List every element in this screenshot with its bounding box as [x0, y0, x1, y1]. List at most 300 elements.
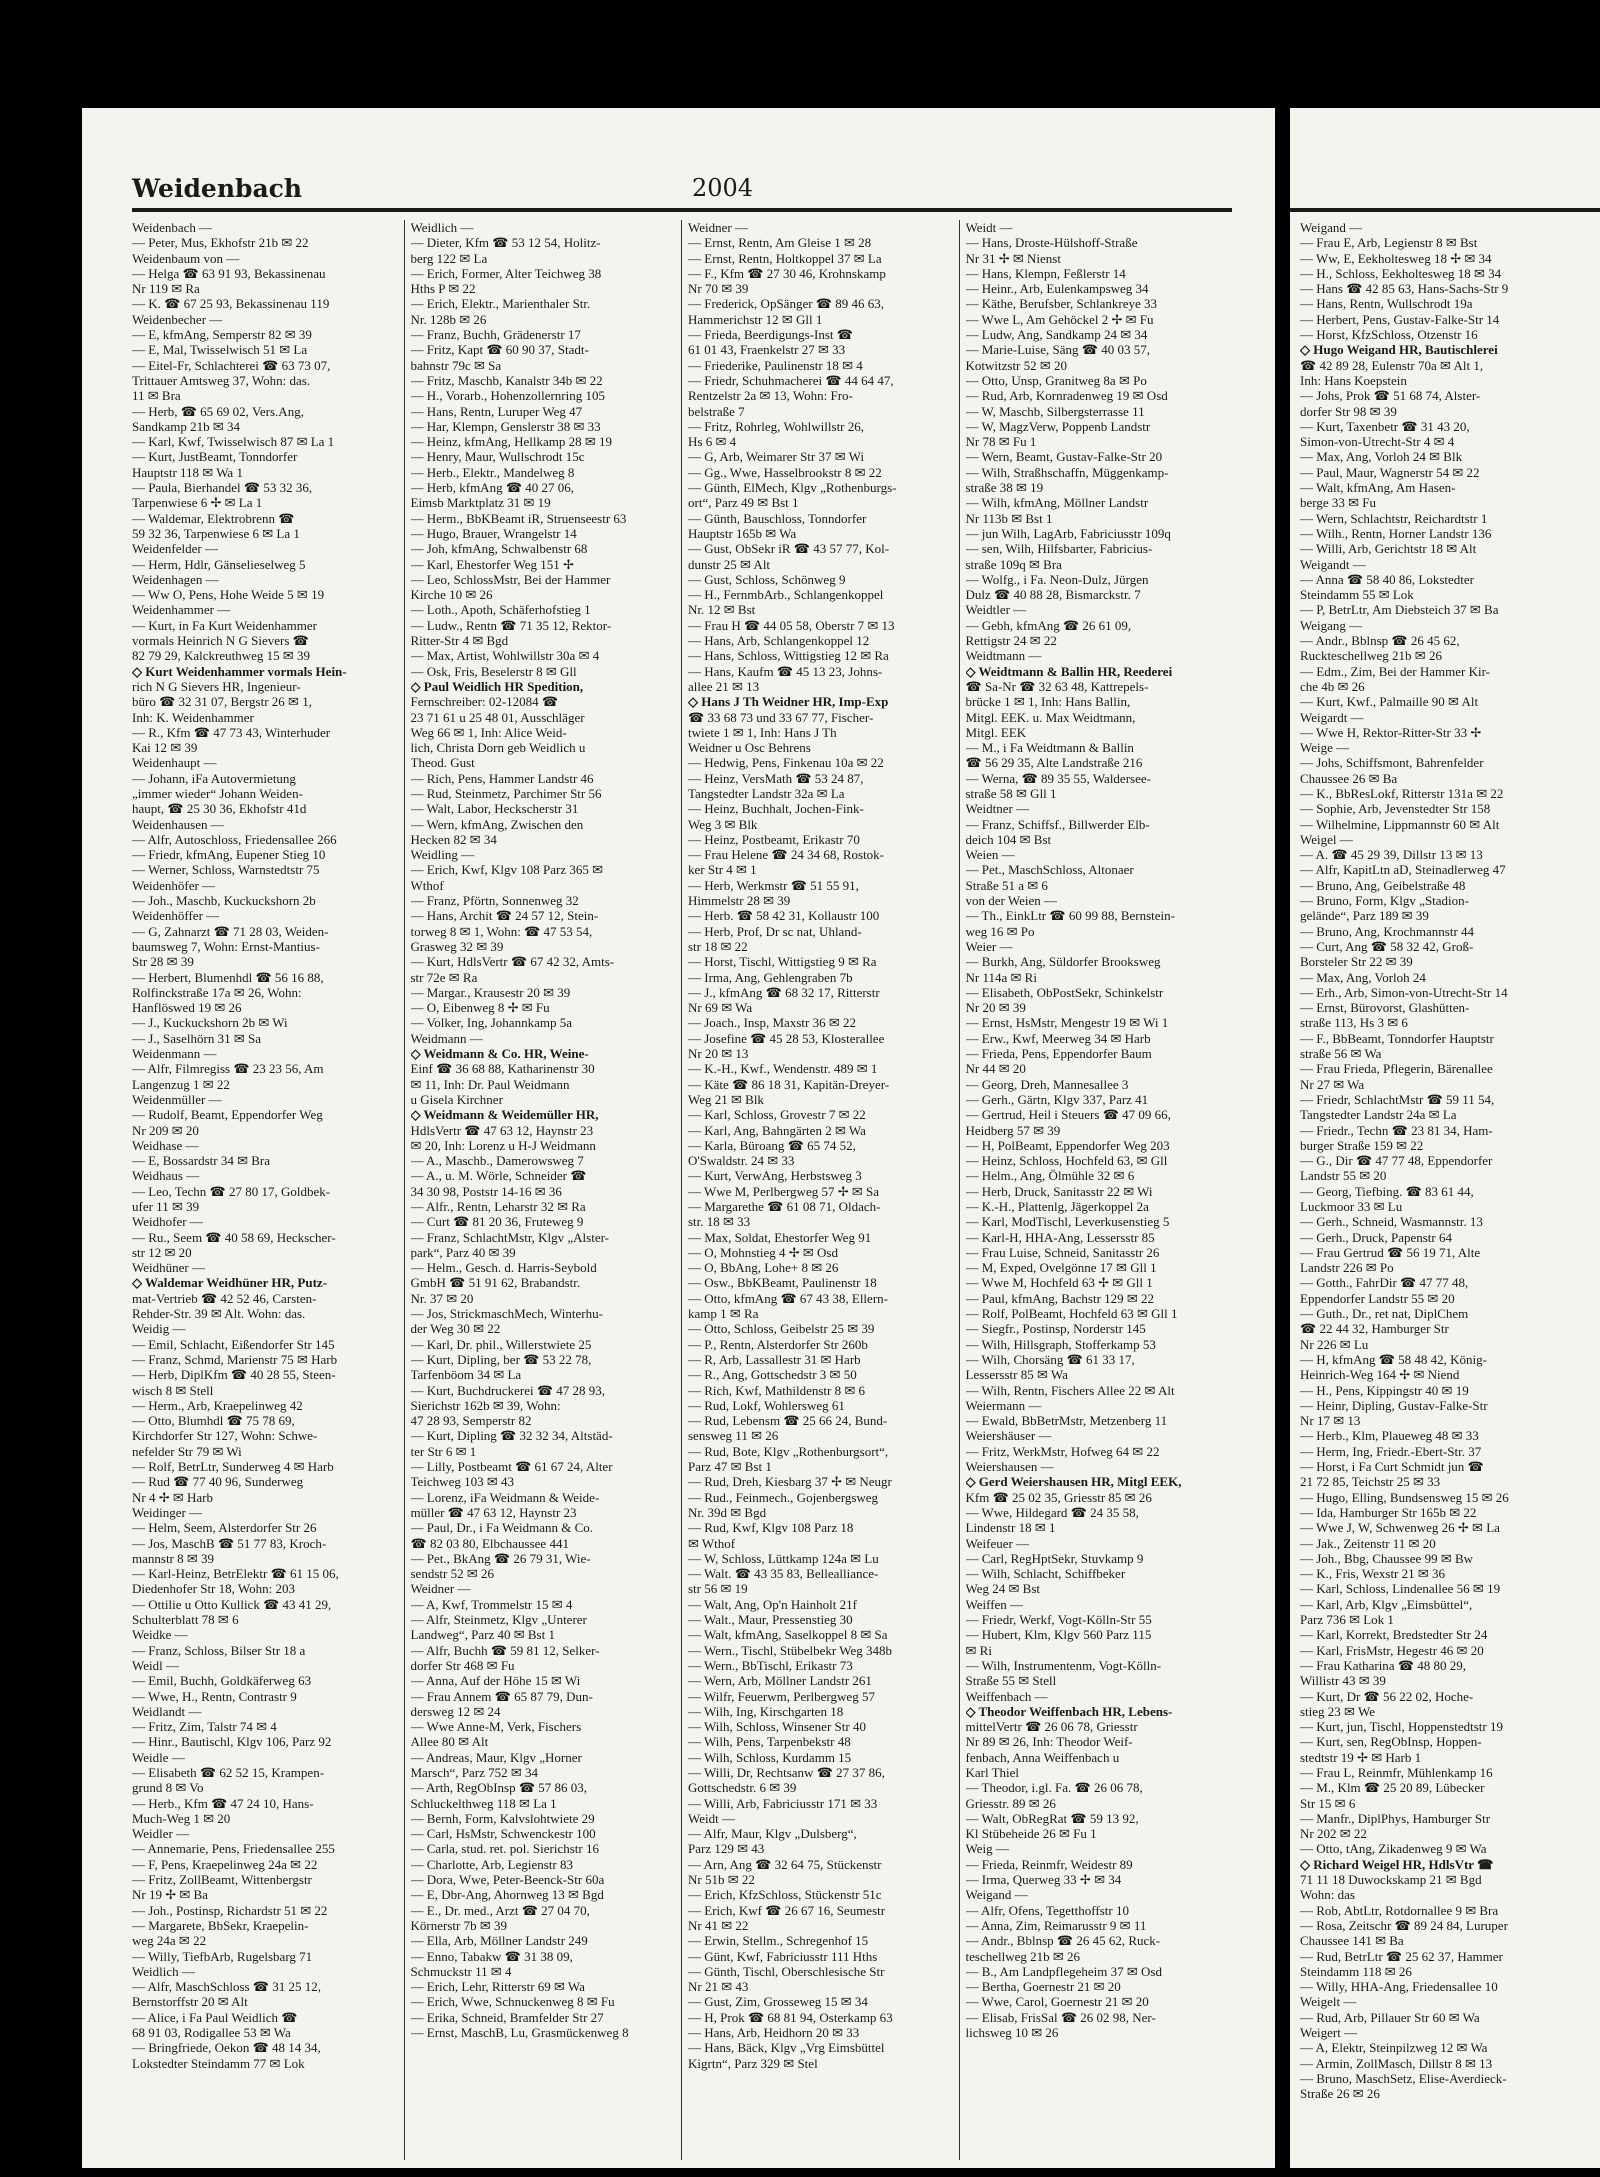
directory-entry-line: — Joh, kfmAng, Schwalbenstr 68 [410, 541, 588, 557]
directory-entry-line: — Kurt, jun, Tischl, Hoppenstedtstr 19 [1300, 1719, 1503, 1735]
directory-entry-line: — Siegfr., Postinsp, Norderstr 145 [965, 1321, 1146, 1337]
directory-entry-line: Str 15 ✉ 6 [1300, 1795, 1356, 1811]
directory-entry-line: — Rud ☎ 77 40 96, Sunderweg [132, 1474, 304, 1490]
directory-entry-line: — Rud, Kwf, Klgv 108 Parz 18 [688, 1520, 854, 1536]
directory-entry-line: — Rob, AbtLtr, Rotdornallee 9 ✉ Bra [1300, 1902, 1499, 1918]
directory-columns [126, 220, 1236, 2160]
directory-entry-line: Einf ☎ 36 68 88, Katharinenstr 30 [410, 1061, 595, 1077]
directory-entry-line: — Karl, Ehestorfer Weg 151 ✢ [410, 556, 574, 572]
directory-entry-line: 71 11 18 Duwockskamp 21 ✉ Bgd [1300, 1872, 1482, 1888]
directory-entry-line: Tarpenwiese 6 ✢ ✉ La 1 [132, 495, 263, 511]
directory-entry-line: Nr 202 ✉ 22 [1300, 1826, 1367, 1842]
directory-entry-line: — Herbert, Blumenhdl ☎ 56 16 88, [132, 969, 324, 985]
directory-entry-line: ◇ Waldemar Weidhüner HR, Putz- [132, 1275, 328, 1291]
directory-entry-line: — H., Pens, Kippingstr 40 ✉ 19 [1300, 1382, 1469, 1398]
directory-entry-line: — A, Kwf, Trommelstr 15 ✉ 4 [410, 1596, 573, 1612]
directory-entry-line: — Paula, Bierhandel ☎ 53 32 36, [132, 480, 313, 496]
directory-entry-line: Chaussee 141 ✉ Ba [1300, 1933, 1404, 1949]
directory-entry-line: — Erika, Schneid, Bramfelder Str 27 [410, 2009, 604, 2025]
directory-entry-line: — Heinz, Postbeamt, Erikastr 70 [688, 831, 860, 847]
directory-entry-line: — Dieter, Kfm ☎ 53 12 54, Holitz- [410, 235, 601, 251]
directory-entry-line: — Max, Ang, Vorloh 24 [1300, 969, 1426, 985]
directory-entry-line: Weidinger — [132, 1504, 203, 1520]
directory-entry-line: dorfer Str 98 ✉ 39 [1300, 403, 1397, 419]
directory-entry-line: — Alfr, Buchh ☎ 59 81 12, Selker- [410, 1642, 600, 1658]
directory-entry-line: — Margar., Krausestr 20 ✉ 39 [410, 984, 571, 1000]
directory-entry-line: — Kurt, JustBeamt, Tonndorfer [132, 449, 298, 465]
directory-entry-line: Nr 20 ✉ 13 [688, 1046, 749, 1062]
directory-entry-line: Dulz ☎ 40 88 28, Bismarckstr. 7 [965, 587, 1141, 603]
directory-entry-line: — R., Ang, Gottschedstr 3 ✉ 50 [688, 1367, 857, 1383]
directory-entry-line: — Wwe M, Perlbergweg 57 ✢ ✉ Sa [688, 1183, 880, 1199]
directory-entry-line: mat-Vertrieb ☎ 42 52 46, Carsten- [132, 1290, 317, 1306]
directory-entry-line: — Alfr, MaschSchloss ☎ 31 25 12, [132, 1979, 322, 1995]
directory-entry-line: — Wilfr, Feuerwm, Perlbergweg 57 [688, 1688, 875, 1704]
directory-entry-line: — Andreas, Maur, Klgv „Horner [410, 1749, 582, 1765]
directory-entry-line: — Karl, Arb, Klgv „Eimsbüttel“, [1300, 1596, 1473, 1612]
directory-entry-line: — Karl, ModTischl, Leverkusenstieg 5 [965, 1214, 1170, 1230]
directory-entry-line: Nr 20 ✉ 39 [965, 1000, 1026, 1016]
directory-entry-line: — Pet., BkAng ☎ 26 79 31, Wie- [410, 1550, 591, 1566]
directory-entry-line: — Rud, Steinmetz, Parchimer Str 56 [410, 785, 602, 801]
directory-entry-line: — Max, Artist, Wohlwillstr 30a ✉ 4 [410, 648, 600, 664]
directory-entry-line: — Gerh., Druck, Papenstr 64 [1300, 1229, 1452, 1245]
directory-entry-line: — Curt ☎ 81 20 36, Fruteweg 9 [410, 1214, 584, 1230]
directory-entry-line: — Otto, Schloss, Geibelstr 25 ✉ 39 [688, 1321, 875, 1337]
directory-entry-line: — Rud, Lokf, Wohlersweg 61 [688, 1397, 845, 1413]
directory-entry-line: — Andr., Bblnsp ☎ 26 45 62, [1300, 633, 1460, 649]
directory-entry-line: ☎ 33 68 73 und 33 67 77, Fischer- [688, 709, 874, 725]
directory-entry-line: Nr 78 ✉ Fu 1 [965, 434, 1037, 450]
directory-entry-line: ✉ Ri [965, 1642, 992, 1658]
directory-entry-line: Nr. 128b ✉ 26 [410, 311, 487, 327]
directory-entry-line: — Curt, Ang ☎ 58 32 42, Groß- [1300, 938, 1474, 954]
directory-entry-line: — Johs, Schiffsmont, Bahrenfelder [1300, 755, 1484, 771]
directory-entry-line: — Loth., Apoth, Schäferhofstieg 1 [410, 602, 591, 618]
directory-entry-line: Hanflöswed 19 ✉ 26 [132, 1000, 242, 1016]
directory-entry-line: — Günth, Tischl, Oberschlesische Str [688, 1963, 885, 1979]
directory-entry-line: ◇ Weidtmann & Ballin HR, Reederei [965, 663, 1173, 679]
directory-entry-line: — A., Maschb., Damerowsweg 7 [410, 1153, 584, 1169]
directory-entry-line: — Ewald, BbBetrMstr, Metzenberg 11 [965, 1413, 1168, 1429]
directory-entry-line: — Helm., Gesch. d. Harris-Seybold [410, 1260, 597, 1276]
directory-entry-line: str 18 ✉ 22 [688, 938, 748, 954]
directory-entry-line: Weg 3 ✉ Blk [688, 816, 758, 832]
directory-entry-line: — Karl, Kwf, Twisselwisch 87 ✉ La 1 [132, 434, 335, 450]
directory-entry-line: ort“, Parz 49 ✉ Bst 1 [688, 495, 799, 511]
directory-entry-line: — Käthe, Berufsber, Schlankreye 33 [965, 296, 1158, 312]
directory-entry-line: Nr. 12 ✉ Bst [688, 602, 756, 618]
directory-entry-line: — Ernst, HsMstr, Mengestr 19 ✉ Wi 1 [965, 1015, 1169, 1031]
directory-entry-line: Nr 17 ✉ 13 [1300, 1413, 1361, 1429]
directory-entry-line: — Carla, stud. ret. pol. Sierichstr 16 [410, 1841, 599, 1857]
directory-entry-line: — Wwe, Hildegard ☎ 24 35 58, [965, 1504, 1139, 1520]
directory-entry-line: — Herm., Arb, Kraepelinweg 42 [132, 1397, 303, 1413]
directory-entry-line: — H., Vorarb., Hohenzollernring 105 [410, 388, 605, 404]
directory-entry-line: — Wilh, Rentn, Fischers Allee 22 ✉ Alt [965, 1382, 1175, 1398]
directory-entry-line: Str 28 ✉ 39 [132, 954, 194, 970]
directory-entry-line: teschellweg 21b ✉ 26 [965, 1948, 1081, 1964]
directory-entry-line: Weidl — [132, 1657, 179, 1673]
directory-entry-line: — Heinz, kfmAng, Hellkamp 28 ✉ 19 [410, 434, 613, 450]
directory-entry-line: Parz 736 ✉ Lok 1 [1300, 1612, 1394, 1628]
directory-entry-line: — Alfr, Filmregiss ☎ 23 23 56, Am [132, 1061, 324, 1077]
directory-entry-line: — Fritz, Rohrleg, Wohlwillstr 26, [688, 418, 865, 434]
directory-entry-line: — Franz, Schloss, Bilser Str 18 a [132, 1642, 306, 1658]
directory-entry-line: 11 ✉ Bra [132, 388, 181, 404]
directory-entry-line: — Frieda, Pens, Eppendorfer Baum [965, 1046, 1152, 1062]
directory-entry-line: — Franz, SchlachtMstr, Klgv „Alster- [410, 1229, 610, 1245]
directory-entry-line: — Ida, Hamburger Str 165b ✉ 22 [1300, 1504, 1477, 1520]
directory-entry-line: Nr 70 ✉ 39 [688, 281, 749, 297]
directory-entry-line: — Annemarie, Pens, Friedensallee 255 [132, 1841, 335, 1857]
directory-entry-line: — Helm., Ang, Ölmühle 32 ✉ 6 [965, 1168, 1135, 1184]
directory-entry-line: Karl Thiel [965, 1764, 1020, 1780]
directory-entry-line: — Fritz, Maschb, Kanalstr 34b ✉ 22 [410, 372, 603, 388]
directory-entry-line: belstraße 7 [688, 403, 745, 419]
directory-entry-line: Nr 4 ✢ ✉ Harb [132, 1489, 213, 1505]
directory-entry-line: — Anna, Zim, Reimarusstr 9 ✉ 11 [965, 1917, 1147, 1933]
directory-entry-line: Wthof [410, 877, 444, 893]
directory-entry-line: — Friedr, SchlachtMstr ☎ 59 11 54, [1300, 1091, 1495, 1107]
directory-entry-line: — Guth., Dr., ret nat, DiplChem [1300, 1306, 1469, 1322]
directory-entry-line: — Wilhelmine, Lippmannstr 60 ✉ Alt [1300, 816, 1500, 832]
directory-entry-line: ◇ Hugo Weigand HR, Bautischlerei [1300, 342, 1498, 358]
directory-entry-line: — Frieda, Reinmfr, Weidestr 89 [965, 1856, 1133, 1872]
directory-entry-line: — Günth, ElMech, Klgv „Rothenburgs- [688, 480, 897, 496]
directory-entry-line: Hs 6 ✉ 4 [688, 434, 737, 450]
directory-entry-line: Nr. 39d ✉ Bgd [688, 1504, 767, 1520]
directory-entry-line: — Wwe H, Rektor-Ritter-Str 33 ✢ [1300, 724, 1482, 740]
directory-entry-line: — Hans, Kaufm ☎ 45 13 23, Johns- [688, 663, 883, 679]
directory-entry-line: — Frau Katharina ☎ 48 80 29, [1300, 1657, 1467, 1673]
directory-entry-line: — Gust, ObSekr iR ☎ 43 57 77, Kol- [688, 541, 890, 557]
directory-entry-line: — Max, Ang, Vorloh 24 ✉ Blk [1300, 449, 1463, 465]
directory-entry-line: Körnerstr 7b ✉ 39 [410, 1917, 507, 1933]
directory-entry-line: — Gerh., Gärtn, Klgv 337, Parz 41 [965, 1091, 1149, 1107]
directory-entry-line: lich, Christa Dorn geb Weidlich u [410, 740, 586, 756]
directory-entry-line: 47 28 93, Semperstr 82 [410, 1413, 532, 1429]
directory-entry-line: — Karl, Dr. phil., Willerstwiete 25 [410, 1336, 592, 1352]
directory-entry-line: — Kurt, Dipling ☎ 32 32 34, Altstäd- [410, 1428, 613, 1444]
directory-entry-line: ◇ Richard Weigel HR, HdlsVtr ☎ [1300, 1856, 1494, 1872]
directory-entry-line: che 4b ✉ 26 [1300, 678, 1365, 694]
directory-entry-line: ◇ Theodor Weiffenbach HR, Lebens- [965, 1703, 1173, 1719]
directory-entry-line: Tangstedter Landstr 32a ✉ La [688, 785, 845, 801]
directory-entry-line: GmbH ☎ 51 91 62, Brabandstr. [410, 1275, 581, 1291]
directory-entry-line: — Wwe, H., Rentn, Contrastr 9 [132, 1688, 297, 1704]
directory-entry-line: — E, Dbr-Ang, Ahornweg 13 ✉ Bgd [410, 1887, 604, 1903]
directory-entry-line: deich 104 ✉ Bst [965, 831, 1052, 847]
directory-entry-line: Weigand — [965, 1887, 1028, 1903]
directory-entry-line: — Wilh, Schloss, Kurdamm 15 [688, 1749, 852, 1765]
directory-entry-line: — Willi, Arb, Fabriciusstr 171 ✉ 33 [688, 1795, 878, 1811]
directory-entry-line: — Edm., Zim, Bei der Hammer Kir- [1300, 663, 1490, 679]
directory-entry-line: — F., Kfm ☎ 27 30 46, Krohnskamp [688, 265, 886, 281]
directory-entry-line: bahnstr 79c ✉ Sa [410, 357, 502, 373]
directory-entry-line: — Alfr, KapitLtn aD, Steinadlerweg 47 [1300, 862, 1506, 878]
directory-entry-line: Himmelstr 28 ✉ 39 [688, 893, 791, 909]
directory-entry-line: müller ☎ 47 63 12, Haynstr 23 [410, 1504, 577, 1520]
directory-entry-line: — Karl, FrisMstr, Hegestr 46 ✉ 20 [1300, 1642, 1484, 1658]
directory-entry-line: — Frau L, Reinmfr, Mühlenkamp 16 [1300, 1764, 1493, 1780]
directory-entry-line: — Bruno, MaschSetz, Elise-Averdieck- [1300, 2070, 1507, 2086]
directory-entry-line: Weg 24 ✉ Bst [965, 1581, 1040, 1597]
directory-entry-line: — Heinz, Buchhalt, Jochen-Fink- [688, 801, 864, 817]
directory-entry-line: — Leo, SchlossMstr, Bei der Hammer [410, 571, 611, 587]
directory-entry-line: Eimsb Marktplatz 31 ✉ 19 [410, 495, 551, 511]
directory-entry-line: Heinrich-Weg 164 ✢ ✉ Niend [1300, 1367, 1460, 1383]
directory-entry-line: — Anna ☎ 58 40 86, Lokstedter [1300, 571, 1474, 587]
directory-entry-line: allee 21 ✉ 13 [688, 678, 760, 694]
directory-entry-line: ◇ Weidmann & Co. HR, Weine- [410, 1046, 589, 1062]
directory-entry-line: — G., Dir ☎ 47 77 48, Eppendorfer [1300, 1153, 1493, 1169]
directory-entry-line: Fernschreiber: 02-12084 ☎ [410, 694, 559, 710]
directory-entry-line: — Erwin, Stellm., Schregenhof 15 [688, 1933, 869, 1949]
directory-entry-line: — Herbert, Pens, Gustav-Falke-Str 14 [1300, 311, 1500, 327]
directory-entry-line: Nr 113b ✉ Bst 1 [965, 510, 1053, 526]
directory-entry-line: — F, Pens, Kraepelinweg 24a ✉ 22 [132, 1856, 318, 1872]
directory-entry-line: Inh: Hans Koepstein [1300, 372, 1407, 388]
directory-entry-line: Nr 209 ✉ 20 [132, 1122, 199, 1138]
directory-entry-line: Nr 27 ✉ Wa [1300, 1076, 1365, 1092]
directory-entry-line: — Pet., MaschSchloss, Altonaer [965, 862, 1134, 878]
directory-entry-line: — Rud, Dreh, Kiesbarg 37 ✢ ✉ Neugr [688, 1474, 892, 1490]
directory-entry-line: Landstr 55 ✉ 20 [1300, 1168, 1387, 1184]
directory-entry-line: — Johann, iFa Autovermietung [132, 770, 296, 786]
directory-entry-line: — K. ☎ 67 25 93, Bekassinenau 119 [132, 296, 330, 312]
directory-entry-line: 23 71 61 u 25 48 01, Ausschläger [410, 709, 585, 725]
directory-entry-line: ◇ Weidmann & Weidemüller HR, [410, 1107, 599, 1123]
directory-entry-line: wisch 8 ✉ Stell [132, 1382, 214, 1398]
directory-entry-line: — Erw., Kwf, Meerweg 34 ✉ Harb [965, 1030, 1151, 1046]
directory-entry-line: — Anna, Auf der Höhe 15 ✉ Wi [410, 1673, 581, 1689]
directory-entry-line: — Rudolf, Beamt, Eppendorfer Weg [132, 1107, 323, 1123]
directory-entry-line: — P., Rentn, Alsterdorfer Str 260b [688, 1336, 868, 1352]
directory-entry-line: — Hinr., Bautischl, Klgv 106, Parz 92 [132, 1734, 332, 1750]
directory-entry-line: Weiershausen — [965, 1459, 1054, 1475]
directory-entry-line: Schulterblatt 78 ✉ 6 [132, 1612, 239, 1628]
directory-entry-line: Kigrtn“, Parz 329 ✉ Stel [688, 2055, 818, 2071]
directory-entry-line: — W, Maschb, Silbergsterrasse 11 [965, 403, 1145, 419]
directory-entry-line: — Elisabeth ☎ 62 52 15, Krampen- [132, 1764, 325, 1780]
directory-entry-line: — sen, Wilh, Hilfsbarter, Fabricius- [965, 541, 1153, 557]
directory-entry-line: Straße 26 ✉ 26 [1300, 2086, 1380, 2102]
directory-entry-line: — Paul, Dr., i Fa Weidmann & Co. [410, 1520, 594, 1536]
directory-entry-line: — Gust, Zim, Grosseweg 15 ✉ 34 [688, 1994, 868, 2010]
directory-entry-line: — E., Dr. med., Arzt ☎ 27 04 70, [410, 1902, 590, 1918]
directory-entry-line: Landstr 226 ✉ Po [1300, 1260, 1394, 1276]
directory-entry-line: Teichweg 103 ✉ 43 [410, 1474, 514, 1490]
directory-entry-line: Diedenhofer Str 18, Wohn: 203 [132, 1581, 295, 1597]
directory-entry-line: HdlsVertr ☎ 47 63 12, Haynstr 23 [410, 1122, 594, 1138]
directory-entry-line: — B., Am Landpflegeheim 37 ✉ Osd [965, 1963, 1162, 1979]
directory-entry-line: — Hans, Schloss, Wittigstieg 12 ✉ Ra [688, 648, 889, 664]
directory-entry-line: — Rud., Feinmech., Gojenbergsweg [688, 1489, 879, 1505]
directory-entry-line: Weien — [965, 847, 1015, 863]
directory-entry-line: — Irma, Ang, Gehlengraben 7b [688, 969, 853, 985]
directory-entry-line: — Hans, Arb, Heidhorn 20 ✉ 33 [688, 2025, 860, 2041]
directory-entry-line: — Frau Annem ☎ 65 87 79, Dun- [410, 1688, 593, 1704]
directory-entry-line: — M., i Fa Weidtmann & Ballin [965, 740, 1134, 756]
directory-entry-line: — Hans ☎ 42 85 63, Hans-Sachs-Str 9 [1300, 281, 1509, 297]
directory-entry-line: — Wilh, kfmAng, Möllner Landstr [965, 495, 1149, 511]
directory-entry-line: mannstr 8 ✉ 39 [132, 1550, 215, 1566]
directory-entry-line: — Wwe L, Am Gehöckel 2 ✢ ✉ Fu [965, 311, 1154, 327]
directory-entry-line: 68 91 03, Rodigallee 53 ✉ Wa [132, 2025, 291, 2041]
directory-entry-line: — Jos, StrickmaschMech, Winterhu- [410, 1306, 603, 1322]
directory-entry-line: str 12 ✉ 20 [132, 1244, 192, 1260]
directory-entry-line: Weidtler — [965, 602, 1027, 618]
directory-entry-line: — Enno, Tabakw ☎ 31 38 09, [410, 1948, 573, 1964]
directory-entry-line: park“, Parz 40 ✉ 39 [410, 1244, 516, 1260]
directory-entry-line: Nr. 37 ✉ 20 [410, 1290, 474, 1306]
directory-entry-line: Weidenhagen — [132, 571, 219, 587]
directory-entry-line: — Walt, kfmAng, Am Hasen- [1300, 480, 1456, 496]
directory-entry-line: — Heinr., Arb, Eulenkampsweg 34 [965, 281, 1149, 297]
directory-entry-line: Langenzug 1 ✉ 22 [132, 1076, 230, 1092]
directory-entry-line: — P, BetrLtr, Am Diebsteich 37 ✉ Ba [1300, 602, 1499, 618]
directory-entry-line: — Wern., BbTischl, Erikastr 73 [688, 1657, 853, 1673]
directory-entry-line: — Dora, Wwe, Peter-Beenck-Str 60a [410, 1872, 605, 1888]
directory-entry-line: — Walt, Ang, Op'n Hainholt 21f [688, 1596, 857, 1612]
directory-entry-line: — Horst, KfzSchloss, Otzenstr 16 [1300, 327, 1478, 343]
directory-entry-line: — Elisabeth, ObPostSekr, Schinkelstr [965, 984, 1164, 1000]
directory-entry-line: Landweg“, Parz 40 ✉ Bst 1 [410, 1627, 555, 1643]
directory-entry-line: — Rud, Arb, Pillauer Str 60 ✉ Wa [1300, 2009, 1480, 2025]
directory-entry-line: ☎ Sa-Nr ☎ 32 63 48, Kattrepels- [965, 678, 1149, 694]
directory-entry-line: — Elisab, FrisSal ☎ 26 02 98, Ner- [965, 2009, 1156, 2025]
directory-entry-line: Parz 129 ✉ 43 [688, 1841, 765, 1857]
directory-entry-line: Weidenmüller — [132, 1091, 222, 1107]
directory-entry-line: — Fritz, WerkMstr, Hofweg 64 ✉ 22 [965, 1443, 1160, 1459]
directory-entry-line: — Osk, Fris, Beselerstr 8 ✉ Gll [410, 663, 577, 679]
directory-entry-line: 61 01 43, Fraenkelstr 27 ✉ 33 [688, 342, 846, 358]
directory-entry-line: — Erich, KfzSchloss, Stückenstr 51c [688, 1887, 882, 1903]
directory-entry-line: sendstr 52 ✉ 26 [410, 1566, 494, 1582]
directory-entry-line: Rolfinckstraße 17a ✉ 26, Wohn: [132, 984, 302, 1000]
directory-entry-line: Weg 21 ✉ Blk [688, 1091, 764, 1107]
directory-entry-line: — Kurt, sen, RegObInsp, Hoppen- [1300, 1734, 1482, 1750]
directory-entry-line: Lindenstr 18 ✉ 1 [965, 1520, 1056, 1536]
directory-entry-line: — Hugo, Brauer, Wrangelstr 14 [410, 525, 577, 541]
directory-entry-line: Nr 41 ✉ 22 [688, 1917, 749, 1933]
directory-entry-line: Heidberg 57 ✉ 39 [965, 1122, 1061, 1138]
directory-entry-line: — Alice, i Fa Paul Weidlich ☎ [132, 2009, 298, 2025]
directory-entry-line: — Osw., BbKBeamt, Paulinenstr 18 [688, 1275, 877, 1291]
directory-entry-line: Inh: K. Weidenhammer [132, 709, 254, 725]
directory-entry-line: — Lilly, Postbeamt ☎ 61 67 24, Alter [410, 1459, 613, 1475]
directory-entry-line: mittelVertr ☎ 26 06 78, Griesstr [965, 1719, 1138, 1735]
directory-entry-line: — Hugo, Elling, Bundsensweg 15 ✉ 26 [1300, 1489, 1509, 1505]
directory-entry-line: — Horst, Tischl, Wittigstieg 9 ✉ Ra [688, 954, 877, 970]
directory-entry-line: Nr 44 ✉ 20 [965, 1061, 1026, 1077]
directory-entry-line: — Walt, ObRegRat ☎ 59 13 92, [965, 1810, 1139, 1826]
directory-entry-line: Nr 21 ✉ 43 [688, 1979, 749, 1995]
directory-entry-line: Weigand — [1300, 220, 1363, 235]
directory-entry-line: Steindamm 55 ✉ Lok [1300, 587, 1414, 603]
directory-entry-line: ker Str 4 ✉ 1 [688, 862, 757, 878]
directory-entry-line: Grasweg 32 ✉ 39 [410, 938, 504, 954]
directory-entry-line: Kl Stübeheide 26 ✉ Fu 1 [965, 1826, 1097, 1842]
directory-entry-line: grund 8 ✉ Vo [132, 1780, 204, 1796]
directory-entry-line: Weigert — [1300, 2025, 1358, 2041]
directory-entry-line: — Paul, kfmAng, Bachstr 129 ✉ 22 [965, 1290, 1155, 1306]
directory-entry-line: stedtstr 19 ✢ ✉ Harb 1 [1300, 1749, 1422, 1765]
directory-entry-line: kamp 1 ✉ Ra [688, 1306, 759, 1322]
directory-entry-line: — E, Bossardstr 34 ✉ Bra [132, 1153, 270, 1169]
directory-entry-line: — Kurt, HdlsVertr ☎ 67 42 32, Amts- [410, 954, 615, 970]
directory-entry-line: — Johs, Prok ☎ 51 68 74, Alster- [1300, 388, 1481, 404]
directory-entry-line: Weidenbach — [132, 220, 213, 235]
directory-entry-line: — Gust, Schloss, Schönweg 9 [688, 571, 846, 587]
directory-entry-line: — Kurt, VerwAng, Herbstsweg 3 [688, 1168, 862, 1184]
directory-entry-line: Nr 119 ✉ Ra [132, 281, 200, 297]
directory-entry-line: Lessersstr 85 ✉ Wa [965, 1367, 1068, 1383]
directory-entry-line: Weiershäuser — [965, 1428, 1052, 1444]
directory-entry-line: — Rud, BetrLtr ☎ 25 62 37, Hammer [1300, 1948, 1503, 1964]
directory-entry-line: — jun Wilh, LagArb, Fabriciusstr 109q [965, 525, 1171, 541]
directory-entry-line: — Margarete, BbSekr, Kraepelin- [132, 1917, 309, 1933]
directory-entry-line: — Alfr., Rentn, Leharstr 32 ✉ Ra [410, 1199, 586, 1214]
directory-entry-line: Weigardt — [1300, 709, 1364, 725]
directory-entry-line: Rettigstr 24 ✉ 22 [965, 633, 1057, 649]
directory-entry-line: ☎ 82 03 80, Elbchaussee 441 [410, 1535, 569, 1551]
directory-entry-line: Weidhase — [132, 1137, 199, 1153]
directory-entry-line: — Fritz, Zim, Talstr 74 ✉ 4 [132, 1719, 277, 1735]
directory-entry-line: ✉ 20, Inh: Lorenz u H-J Weidmann [410, 1137, 596, 1153]
directory-entry-line: — Wolfg., i Fa. Neon-Dulz, Jürgen [965, 571, 1149, 587]
directory-entry-line: 21 72 85, Teichstr 25 ✉ 33 [1300, 1474, 1441, 1490]
directory-entry-line: — Ru., Seem ☎ 40 58 69, Heckscher- [132, 1229, 336, 1245]
directory-entry-line: Weidhaus — [132, 1168, 200, 1184]
directory-entry-line: — J., Saselhörn 31 ✉ Sa [132, 1030, 261, 1046]
directory-entry-line: — Rud, Arb, Kornradenweg 19 ✉ Osd [965, 388, 1168, 404]
directory-entry-line: 59 32 36, Tarpenwiese 6 ✉ La 1 [132, 525, 300, 541]
column-2 [404, 220, 682, 2160]
directory-entry-line: — Friedr, kfmAng, Eupener Stieg 10 [132, 847, 326, 863]
directory-entry-line: Weidlich — [410, 220, 474, 235]
directory-entry-line: Theod. Gust [410, 755, 475, 771]
directory-entry-line: — K., BbResLokf, Ritterstr 131a ✉ 22 [1300, 785, 1504, 801]
directory-entry-line: Weidhüner — [132, 1260, 205, 1276]
directory-entry-line: Hecken 82 ✉ 34 [410, 831, 497, 847]
directory-entry-line: — Hans, Klempn, Feßlerstr 14 [965, 265, 1126, 281]
directory-entry-line: ✉ 11, Inh: Dr. Paul Weidmann [410, 1076, 570, 1092]
page-title: Weidenbach [132, 174, 303, 203]
directory-entry-line: — Karl, Schloss, Lindenallee 56 ✉ 19 [1300, 1581, 1501, 1597]
directory-entry-line: — Andr., Bblnsp ☎ 26 45 62, Ruck- [965, 1933, 1161, 1949]
directory-entry-line: — Wilh, Schloss, Winsener Str 40 [688, 1719, 866, 1735]
directory-entry-line: sensweg 11 ✉ 26 [688, 1428, 779, 1444]
directory-entry-line: — K.-H., Kwf., Wendenstr. 489 ✉ 1 [688, 1061, 878, 1077]
directory-entry-line: — Manfr., DiplPhys, Hamburger Str [1300, 1810, 1491, 1826]
directory-entry-line: — G, Zahnarzt ☎ 71 28 03, Weiden- [132, 923, 329, 939]
column-1 [126, 220, 404, 2160]
directory-entry-line: — Hans, Rentn, Wullschrodt 19a [1300, 296, 1473, 312]
directory-entry-line: brücke 1 ✉ 1, Inh: Hans Ballin, [965, 694, 1131, 710]
directory-entry-line: — Ernst, MaschB, Lu, Grasmückenweg 8 [410, 2025, 629, 2041]
directory-entry-line: — Frau Helene ☎ 24 34 68, Rostok- [688, 847, 885, 863]
directory-entry-line: Sandkamp 21b ✉ 34 [132, 418, 241, 434]
directory-entry-line: — Willy, TiefbArb, Rugelsbarg 71 [132, 1948, 313, 1964]
directory-entry-line: — Otto, kfmAng ☎ 67 43 38, Ellern- [688, 1290, 888, 1306]
directory-entry-line: — Bringfriede, Oekon ☎ 48 14 34, [132, 2040, 321, 2056]
directory-entry-line: — K., Fris, Wexstr 21 ✉ 36 [1300, 1566, 1446, 1582]
directory-entry-line: — Ww, E, Eekholtesweg 18 ✢ ✉ 34 [1300, 250, 1492, 266]
directory-entry-line: — Bruno, Ang, Krochmannstr 44 [1300, 923, 1475, 939]
directory-entry-line: rich N G Sievers HR, Ingenieur- [132, 678, 301, 694]
